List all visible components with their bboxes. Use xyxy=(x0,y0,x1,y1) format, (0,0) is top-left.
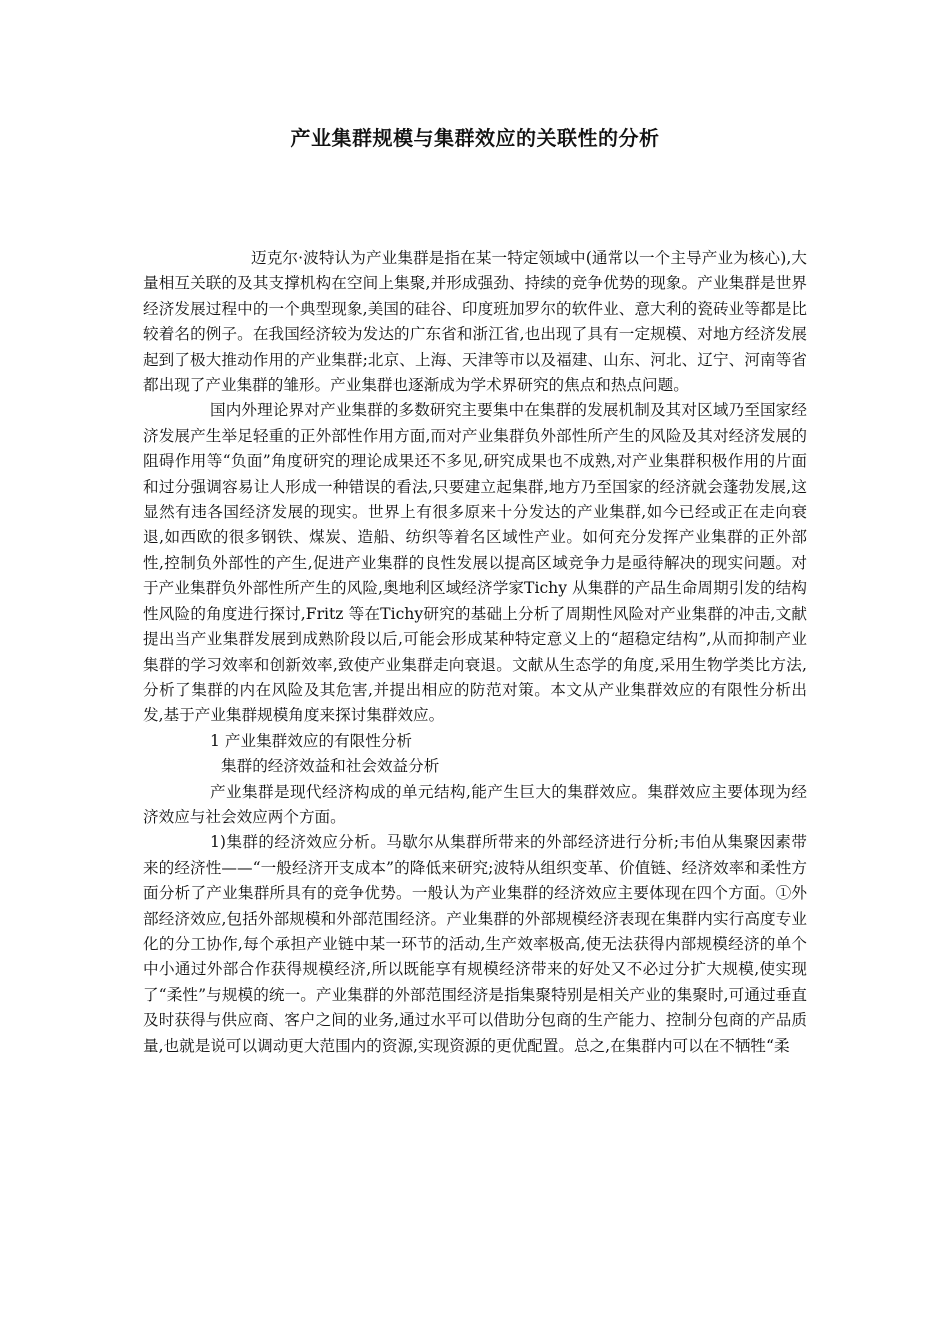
subsection-heading: 集群的经济效益和社会效益分析 xyxy=(221,757,440,776)
document-title: 产业集群规模与集群效应的关联性的分析 xyxy=(290,126,660,150)
section-heading: 1 产业集群效应的有限性分析 xyxy=(210,731,413,750)
paragraph-literature: 国内外理论界对产业集群的多数研究主要集中在集群的发展机制及其对区域乃至国家经济发展产生举足轻重的正外部性作用方面,而对产业集群负外部性所产生的风险及其对经济发展的阻碍作用等“负面”角度研究的理论成果还不多见,研究成果也不成熟,对产业集群积极作用的片面和过分强调容易让人形成一种错误的看法,只要建立起集群,地方乃至国家的经济就会蓬勃发展,这显然有违各国经济发展的现实。世界上有很多原来十分发达的产业集群,如今已经或正在走向衰退,如西欧的很多钢铁、煤炭、造船、纺织等着名区域性产业。如何充分发挥产业集群的正外部性,控制负外部性的产生,促进产业集群的良性发展以提高区域竞争力是亟待解决的现实问题。对于产业集群负外部性所产生的风险,奥地利区域经济学家Tichy 从集群的产品生命周期引发的结构性风险的角度进行探讨,Fritz 等在Tichy研究的基础上分析了周期性风险对产业集群的冲击,文献提出当产业集群发展到成熟阶段以后,可能会形成某种特定意义上的“超稳定结构”,从而抑制产业集群的学习效率和创新效率,致使产业集群走向衰退。文献从生态学的角度,采用生物学类比方法,分析了集群的内在风险及其危害,并提出相应的防范对策。本文从产业集群效应的有限性分析出发,基于产业集群规模角度来探讨集群效应。 xyxy=(143,401,807,725)
paragraph-cluster-effect: 产业集群是现代经济构成的单元结构,能产生巨大的集群效应。集群效应主要体现为经济效应与社会效应两个方面。 xyxy=(143,782,807,826)
paragraph-intro: 迈克尔·波特认为产业集群是指在某一特定领域中(通常以一个主导产业为核心),大量相互关联的及其支撑机构在空间上集聚,并形成强劲、持续的竞争优势的现象。产业集群是世界经济发展过程中的一个典型现象,美国的硅谷、印度班加罗尔的软件业、意大利的瓷砖业等都是比较着名的例子。在我国经济较为发达的广东省和浙江省,也出现了具有一定规模、对地方经济发展起到了极大推动作用的产业集群;北京、上海、天津等市以及福建、山东、河北、辽宁、河南等省都出现了产业集群的雏形。产业集群也逐渐成为学术界研究的焦点和热点问题。 xyxy=(143,249,807,395)
document-body xyxy=(143,246,807,1059)
paragraph-economic-effect: 1)集群的经济效应分析。马歇尔从集群所带来的外部经济进行分析;韦伯从集聚因素带来的经济性——“一般经济开支成本”的降低来研究;波特从组织变革、价值链、经济效率和柔性方面分析了产业集群所具有的竞争优势。一般认为产业集群的经济效应主要体现在四个方面。①外部经济效应,包括外部规模和外部范围经济。产业集群的外部规模经济表现在集群内实行高度专业化的分工协作,每个承担产业链中某一环节的活动,生产效率极高,使无法获得内部规模经济的单个中小通过外部合作获得规模经济,所以既能享有规模经济带来的好处又不必过分扩大规模,使实现了“柔性”与规模的统一。产业集群的外部范围经济是指集聚特别是相关产业的集聚时,可通过垂直及时获得与供应商、客户之间的业务,通过水平可以借助分包商的生产能力、控制分包商的产品质量,也就是说可以调动更大范围内的资源,实现资源的更优配置。总之,在集群内可以在不牺牲“柔 xyxy=(143,833,807,1055)
